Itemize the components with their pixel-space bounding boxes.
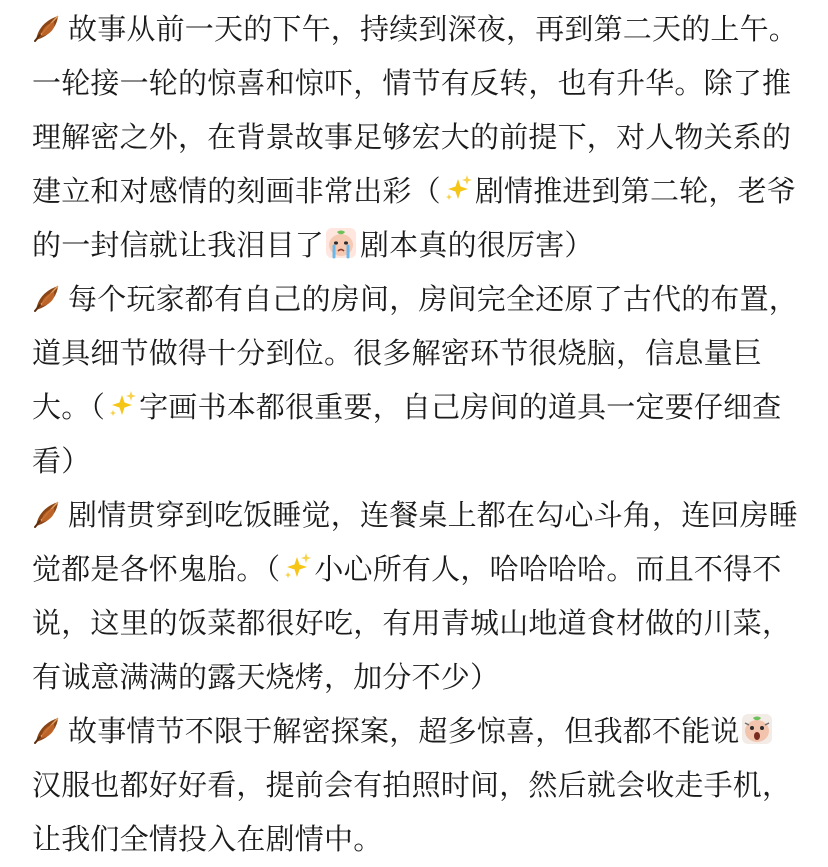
paragraph-text: 剧情推进到第二轮，老爷的一封信就让我泪目了 xyxy=(32,174,797,262)
paragraph-text: 小心所有人，哈哈哈哈。而且不得不说，这里的饭菜都很好吃，有用青城山地道食材做的川菜，有诚意满满的露天烧烤，加分不少） xyxy=(32,552,792,694)
paragraph-text: 故事情节不限于解密探案，超多惊喜，但我都不能说 xyxy=(68,714,740,748)
paragraph-text: 剧本真的很厉害） xyxy=(360,228,594,262)
sparkles-icon xyxy=(106,389,138,421)
paragraph-text: 汉服也都好好看，提前会有拍照时间，然后就会收走手机，让我们全情投入在剧情中。 xyxy=(32,768,792,856)
post-paragraph xyxy=(32,488,802,704)
autumn-leaf-icon xyxy=(32,10,66,44)
paragraph-text: 字画书本都很重要，自己房间的道具一定要仔细查看） xyxy=(32,390,782,478)
paragraph-text: 故事从前一天的下午，持续到深夜，再到第二天的上午。一轮接一轮的惊喜和惊吓，情节有反转，也有升华。除了推理解密之外，在背景故事足够宏大的前提下，对人物关系的建立和对感情的刻画非常出彩（ xyxy=(32,12,799,208)
sparkles-icon xyxy=(442,173,474,205)
post-paragraph xyxy=(32,272,802,488)
paragraph-text: 剧情贯穿到吃饭睡觉，连餐桌上都在勾心斗角，连回房睡觉都是各怀鬼胎。（ xyxy=(32,498,799,586)
crying-face-sticker-icon xyxy=(324,226,358,260)
paragraph-text: 每个玩家都有自己的房间，房间完全还原了古代的布置，道具细节做得十分到位。很多解密环节很烧脑，信息量巨大。（ xyxy=(32,282,799,424)
post-paragraph xyxy=(32,2,802,272)
shocked-face-sticker-icon xyxy=(740,712,774,746)
post-body xyxy=(32,2,802,866)
autumn-leaf-icon xyxy=(32,496,66,530)
sparkles-icon xyxy=(281,551,313,583)
post-paragraph xyxy=(32,704,802,866)
autumn-leaf-icon xyxy=(32,280,66,314)
autumn-leaf-icon xyxy=(32,712,66,746)
